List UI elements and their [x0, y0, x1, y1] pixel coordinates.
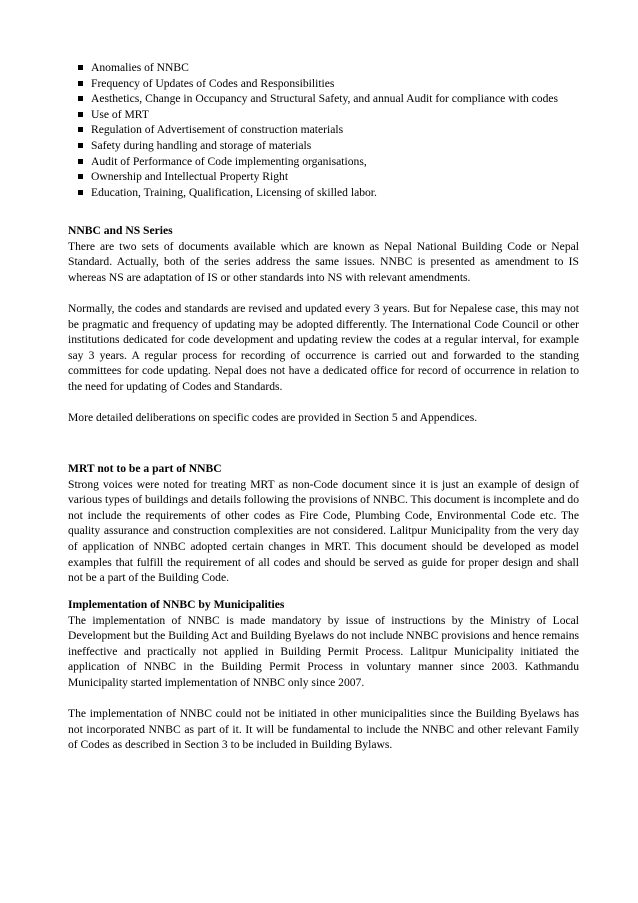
- bullet-item: Education, Training, Qualification, Licensing of skilled labor.: [78, 185, 579, 201]
- section-nnbc-ns: [68, 223, 579, 426]
- bullet-item: Use of MRT: [78, 107, 579, 123]
- square-bullet-icon: [78, 65, 83, 70]
- section-heading: Implementation of NNBC by Municipalities: [68, 598, 285, 611]
- square-bullet-icon: [78, 174, 83, 179]
- bullet-item: Audit of Performance of Code implementing organisations,: [78, 154, 579, 170]
- section-heading: MRT not to be a part of NNBC: [68, 462, 222, 475]
- square-bullet-icon: [78, 81, 83, 86]
- section-mrt: [68, 461, 579, 586]
- bullet-item: Anomalies of NNBC: [78, 60, 579, 76]
- square-bullet-icon: [78, 112, 83, 117]
- square-bullet-icon: [78, 127, 83, 132]
- bullet-item: Regulation of Advertisement of construction materials: [78, 122, 579, 138]
- square-bullet-icon: [78, 159, 83, 164]
- section-heading: NNBC and NS Series: [68, 224, 173, 237]
- bullet-item: Safety during handling and storage of materials: [78, 138, 579, 154]
- paragraph: The implementation of NNBC could not be initiated in other municipalities since the Building Byelaws has not incorporated NNBC as part of it. It will be fundamental to include the NNBC and other relevant Family of Codes as described in Section 3 to be included in Building Bylaws.: [68, 707, 579, 752]
- paragraph: Strong voices were noted for treating MRT as non-Code document since it is just an example of design of various types of buildings and details following the provisions of NNBC. This document is incomplete and do not include the requirements of other codes as Fire Code, Plumbing Code, Environmental Code etc. The quality assurance and construction complexities are not considered. Lalitpur Municipality from the very day of application of NNBC adopted certain changes in MRT. This document should be developed as model examples that fulfill the requirement of all codes and should be served as guide for proper design and shall not be a part of the Building Code.: [68, 477, 579, 585]
- bullet-item: Frequency of Updates of Codes and Responsibilities: [78, 76, 579, 92]
- paragraph: More detailed deliberations on specific codes are provided in Section 5 and Appendices.: [68, 411, 478, 425]
- bullet-item: Ownership and Intellectual Property Right: [78, 169, 579, 185]
- topic-bullet-list: [78, 60, 579, 200]
- paragraph: The implementation of NNBC is made mandatory by issue of instructions by the Ministry of Local Development but the Building Act and Building Byelaws do not include NNBC provisions and hence remains ineffective and practically not applied in Building Permit Process. Lalitpur Municipality initiated the application of NNBC in the Building Permit Process in voluntary manner since 2003. Kathmandu Municipality started implementation of NNBC only since 2007.: [68, 613, 579, 689]
- paragraph: There are two sets of documents available which are known as Nepal National Building Code or Nepal Standard. Actually, both of the series address the same issues. NNBC is presented as amendment to IS whereas NS are adaptation of IS or other standards into NS with relevant amendments.: [68, 239, 579, 284]
- square-bullet-icon: [78, 143, 83, 148]
- bullet-item: Aesthetics, Change in Occupancy and Structural Safety, and annual Audit for compliance with codes: [78, 91, 579, 107]
- section-implementation: [68, 597, 579, 753]
- square-bullet-icon: [78, 96, 83, 101]
- square-bullet-icon: [78, 190, 83, 195]
- paragraph: Normally, the codes and standards are revised and updated every 3 years. But for Nepalese case, this may not be pragmatic and frequency of updating may be adopted differently. The International Code Council or other institutions dedicated for code development and updating review the codes at a regular interval, for example say 3 years. A regular process for recording of occurrence is carried out and forwarded to the standing committees for code updating. Nepal does not have a dedicated office for record of occurrence in relation to the need for updating of Codes and Standards.: [68, 301, 579, 393]
